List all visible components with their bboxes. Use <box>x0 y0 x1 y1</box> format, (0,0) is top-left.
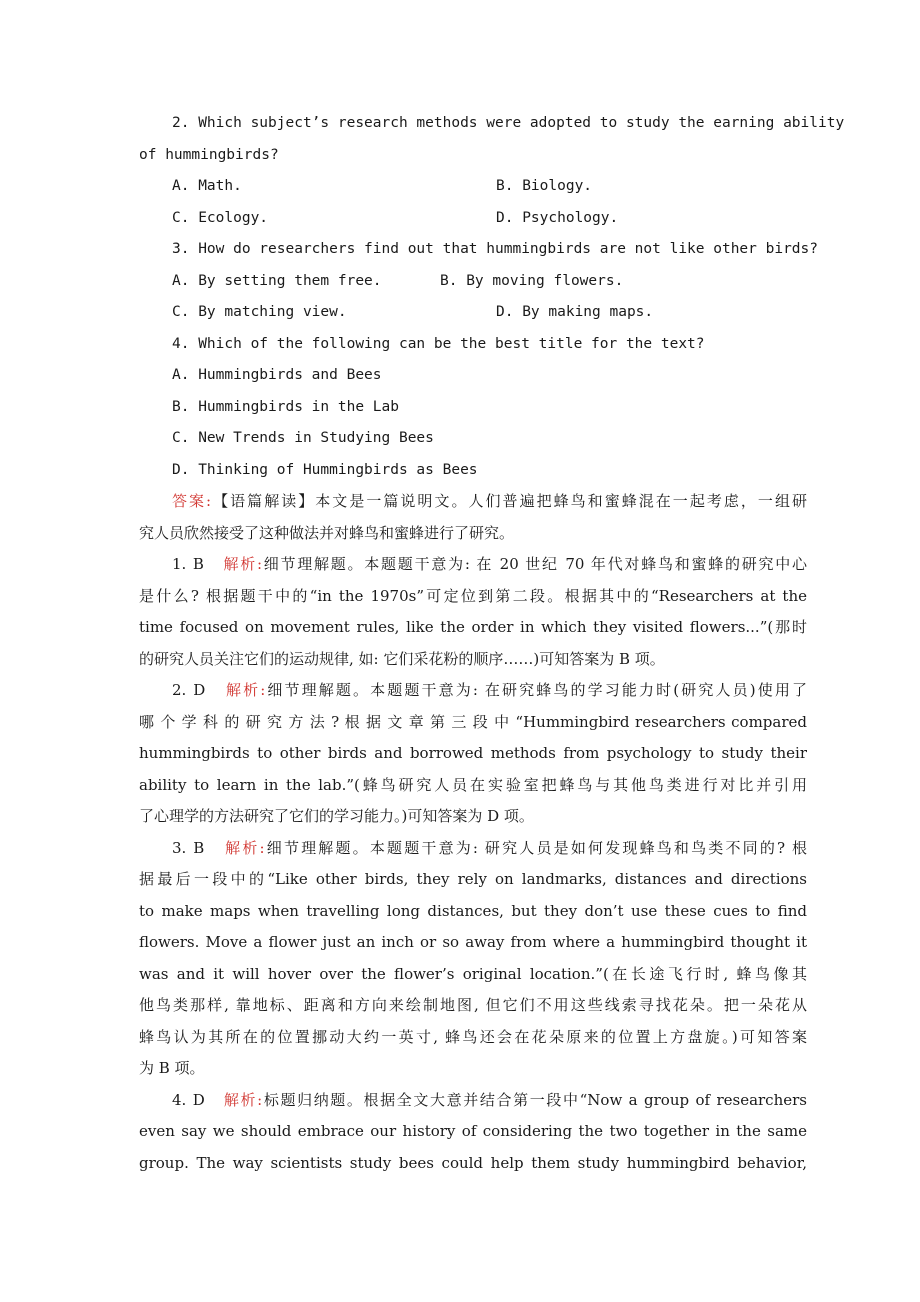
explanation-1-label: 解析: <box>223 555 263 573</box>
explanation-3-line-8: 为 B 项。 <box>139 1059 205 1077</box>
explanation-3-text-1: 细节理解题。本题题干意为: 研究人员是如何发现蜂鸟和鸟类不同的? 根 <box>264 838 807 857</box>
question-3-options-row-1 <box>139 266 807 298</box>
question-4-option-c: C. New Trends in Studying Bees <box>172 430 434 446</box>
explanation-1-number: 1. B <box>172 555 204 573</box>
explanation-1-text-1: 细节理解题。本题题干意为: 在 20 世纪 70 年代对蜂鸟和蜜蜂的研究中心 <box>262 555 807 573</box>
answer-label: 答案: <box>172 492 212 510</box>
explanation-1-line-3: time focused on movement rules, like the order in which they visited flowers...”(那时 <box>139 618 807 636</box>
question-2-option-a: A. Math. <box>172 178 242 194</box>
question-3-option-a: A. By setting them free. <box>172 272 382 289</box>
explanation-3-line-2: 据最后一段中的“Like other birds, they rely on landmarks, distances and directions <box>139 870 807 888</box>
explanation-1-line-2: 是什么? 根据题干中的“in the 1970s”可定位到第二段。根据其中的“Researchers at the <box>139 586 807 605</box>
question-4-option-a: A. Hummingbirds and Bees <box>172 367 382 383</box>
document-page <box>139 108 845 1179</box>
answer-intro-line-2: 究人员欣然接受了这种做法并对蜂鸟和蜜蜂进行了研究。 <box>139 523 515 542</box>
explanation-1-line-4: 的研究人员关注它们的运动规律, 如: 它们采花粉的顺序……)可知答案为 B 项。 <box>139 649 665 668</box>
explanation-2-line-4: ability to learn in the lab.”(蜂鸟研究人员在实验室把蜂鸟与其他鸟类进行对比并引用 <box>139 775 807 794</box>
question-2-options-row-2 <box>139 203 807 235</box>
question-3-option-d: D. By making maps. <box>496 304 654 320</box>
answer-intro-text-1: 【语篇解读】本文是一篇说明文。人们普遍把蜂鸟和蜜蜂混在一起考虑，一组研 <box>211 492 807 510</box>
explanation-1-line-1 <box>139 549 807 581</box>
explanation-3-line-7: 蜂鸟认为其所在的位置挪动大约一英寸, 蜂鸟还会在花朵原来的位置上方盘旋。)可知答案 <box>139 1027 807 1046</box>
question-4-option-d: D. Thinking of Hummingbirds as Bees <box>172 461 478 478</box>
explanation-3-label: 解析: <box>225 838 265 857</box>
explanation-3-number: 3. B <box>172 838 205 857</box>
explanation-4-line-1 <box>139 1085 807 1117</box>
question-3-option-b: B. By moving flowers. <box>440 272 624 289</box>
explanation-3-line-5: was and it will hover over the flower’s original location.”(在长途飞行时, 蜂鸟像其 <box>139 964 807 983</box>
explanation-4-label: 解析: <box>223 1090 263 1109</box>
question-2-stem-line-2: of hummingbirds? <box>139 146 279 163</box>
explanation-3-line-1 <box>139 833 807 865</box>
explanation-3-line-3: to make maps when travelling long distances, but they don’t use these cues to find <box>139 901 807 920</box>
explanation-2-line-2: 哪 个 学 科 的 研 究 方 法 ? 根 据 文 章 第 三 段 中 “Hummingbird researchers compared <box>139 712 807 731</box>
explanation-3-line-6: 他鸟类那样, 靠地标、距离和方向来绘制地图, 但它们不用这些线索寻找花朵。把一朵花从 <box>139 996 807 1014</box>
explanation-4-line-3: group. The way scientists study bees could help them study hummingbird behavior, <box>139 1153 807 1172</box>
question-2-option-b: B. Biology. <box>496 178 593 194</box>
explanation-3-line-4: flowers. Move a flower just an inch or so away from where a hummingbird thought it <box>139 933 807 951</box>
question-4-stem: 4. Which of the following can be the best title for the text? <box>172 335 705 352</box>
question-3-option-c: C. By matching view. <box>172 304 347 320</box>
question-2-option-d: D. Psychology. <box>496 209 619 226</box>
question-2-option-c: C. Ecology. <box>172 209 269 226</box>
explanation-2-number: 2. D <box>172 681 206 699</box>
question-3-options-row-2 <box>139 297 807 329</box>
explanation-2-line-5: 了心理学的方法研究了它们的学习能力。)可知答案为 D 项。 <box>139 807 534 825</box>
question-3-stem: 3. How do researchers find out that hummingbirds are not like other birds? <box>172 241 819 257</box>
question-2-stem-line-1: 2. Which subject’s research methods were adopted to study the earning ability <box>172 115 845 131</box>
explanation-2-label: 解析: <box>225 681 266 699</box>
answer-intro-line-1 <box>139 486 807 518</box>
question-4-option-b: B. Hummingbirds in the Lab <box>172 398 399 415</box>
explanation-4-text-1: 标题归纳题。根据全文大意并结合第一段中“Now a group of researchers <box>262 1090 807 1109</box>
question-2-options-row-1 <box>139 171 807 203</box>
explanation-2-line-3: hummingbirds to other birds and borrowed methods from psychology to study their <box>139 744 807 762</box>
explanation-2-text-1: 细节理解题。本题题干意为: 在研究蜂鸟的学习能力时(研究人员)使用了 <box>265 681 807 699</box>
explanation-4-line-2: even say we should embrace our history of considering the two together in the same <box>139 1122 807 1140</box>
explanation-4-number: 4. D <box>172 1090 205 1109</box>
explanation-2-line-1 <box>139 675 807 707</box>
